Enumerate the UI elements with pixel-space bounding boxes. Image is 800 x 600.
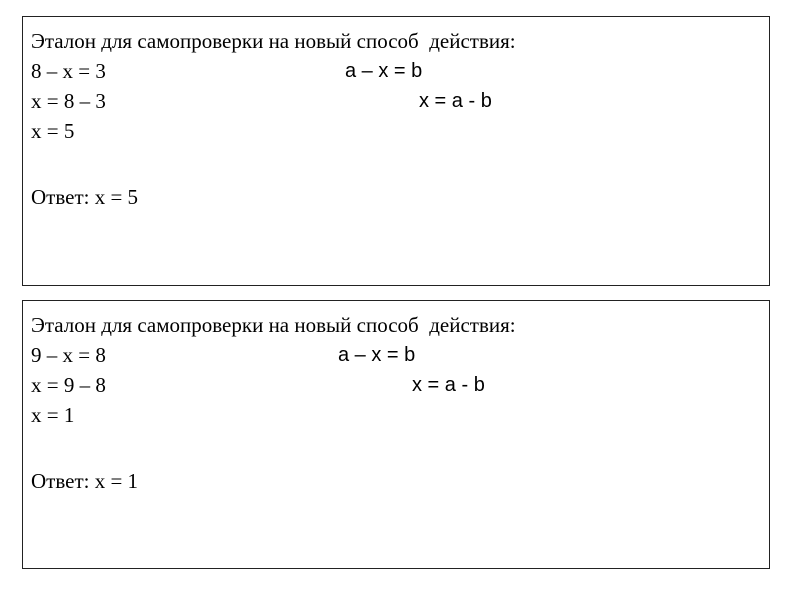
- answer-line: Ответ: х = 5: [31, 185, 139, 209]
- answer-line: Ответ: х = 1: [31, 469, 139, 493]
- equation-left-2: х = 9 – 8: [31, 373, 106, 397]
- equation-right-2: х = а - b: [412, 374, 485, 396]
- equation-left-2: х = 8 – 3: [31, 89, 106, 113]
- card-heading: Эталон для самопроверки на новый способ действия:: [31, 313, 516, 337]
- equation-left-3: х = 5: [31, 119, 75, 143]
- self-check-card-1: [22, 16, 770, 286]
- equation-right-2: х = а - b: [419, 90, 492, 112]
- self-check-card-2: [22, 300, 770, 569]
- equation-right-1: а – х = b: [338, 344, 416, 366]
- equation-left-3: х = 1: [31, 403, 75, 427]
- equation-left-1: 9 – х = 8: [31, 343, 106, 367]
- equation-right-1: а – х = b: [345, 60, 423, 82]
- equation-left-1: 8 – х = 3: [31, 59, 106, 83]
- card-heading: Эталон для самопроверки на новый способ действия:: [31, 29, 516, 53]
